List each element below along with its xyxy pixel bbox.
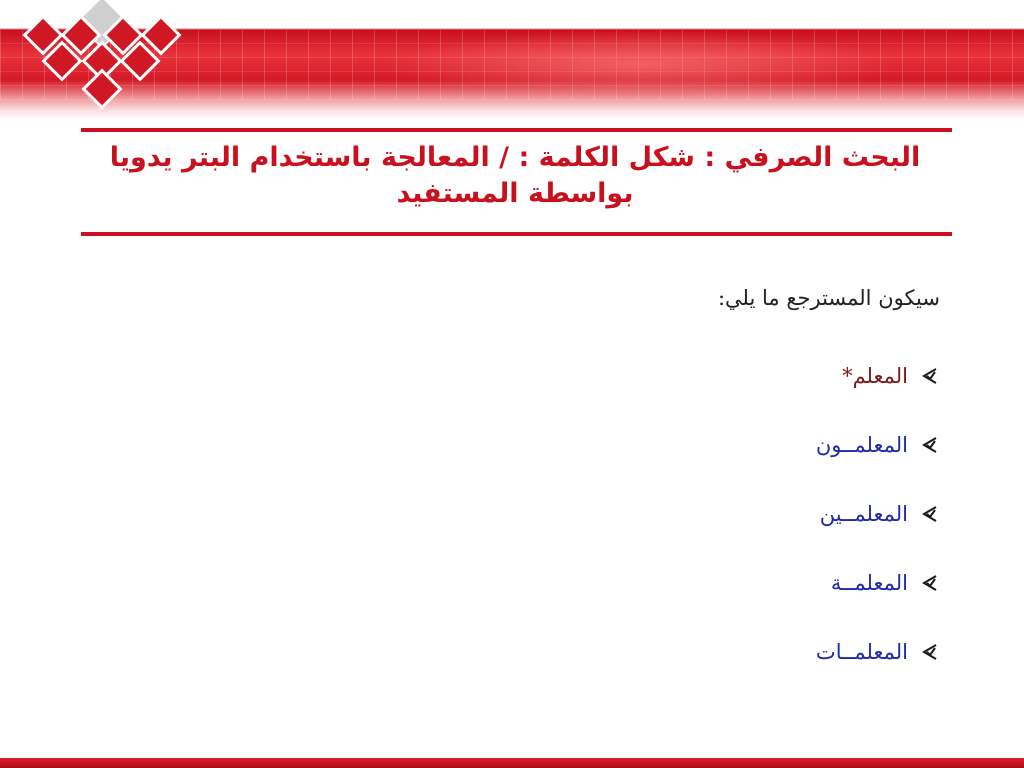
slide-title: البحث الصرفي : شكل الكلمة : / المعالجة باستخدام البتر يدويا بواسطة المستفيد [109, 142, 921, 209]
list-item [560, 632, 940, 701]
list-item [560, 563, 940, 632]
check-arrow-icon [918, 425, 940, 465]
list-item-label: المعلم* [842, 364, 908, 388]
list-item-label: المعلمــون [815, 433, 908, 457]
check-arrow-icon [918, 356, 940, 396]
check-arrow-icon [918, 563, 940, 603]
diamond-logo [0, 0, 200, 118]
list-item-label: المعلمــة [830, 571, 908, 595]
title-bottom-rule [81, 232, 952, 236]
check-arrow-icon [918, 632, 940, 672]
list-item [560, 425, 940, 494]
list-item [560, 494, 940, 563]
list-item [560, 356, 940, 425]
title-top-rule [81, 128, 952, 132]
list-item-label: المعلمــين [819, 502, 908, 526]
banner-glow [380, 30, 900, 100]
header-banner [0, 0, 1024, 120]
list-item-label: المعلمــات [815, 640, 908, 664]
slide-content [560, 278, 940, 701]
footer-bar [0, 758, 1024, 768]
check-arrow-icon [918, 494, 940, 534]
intro-text: سيكون المسترجع ما يلي: [717, 286, 940, 310]
